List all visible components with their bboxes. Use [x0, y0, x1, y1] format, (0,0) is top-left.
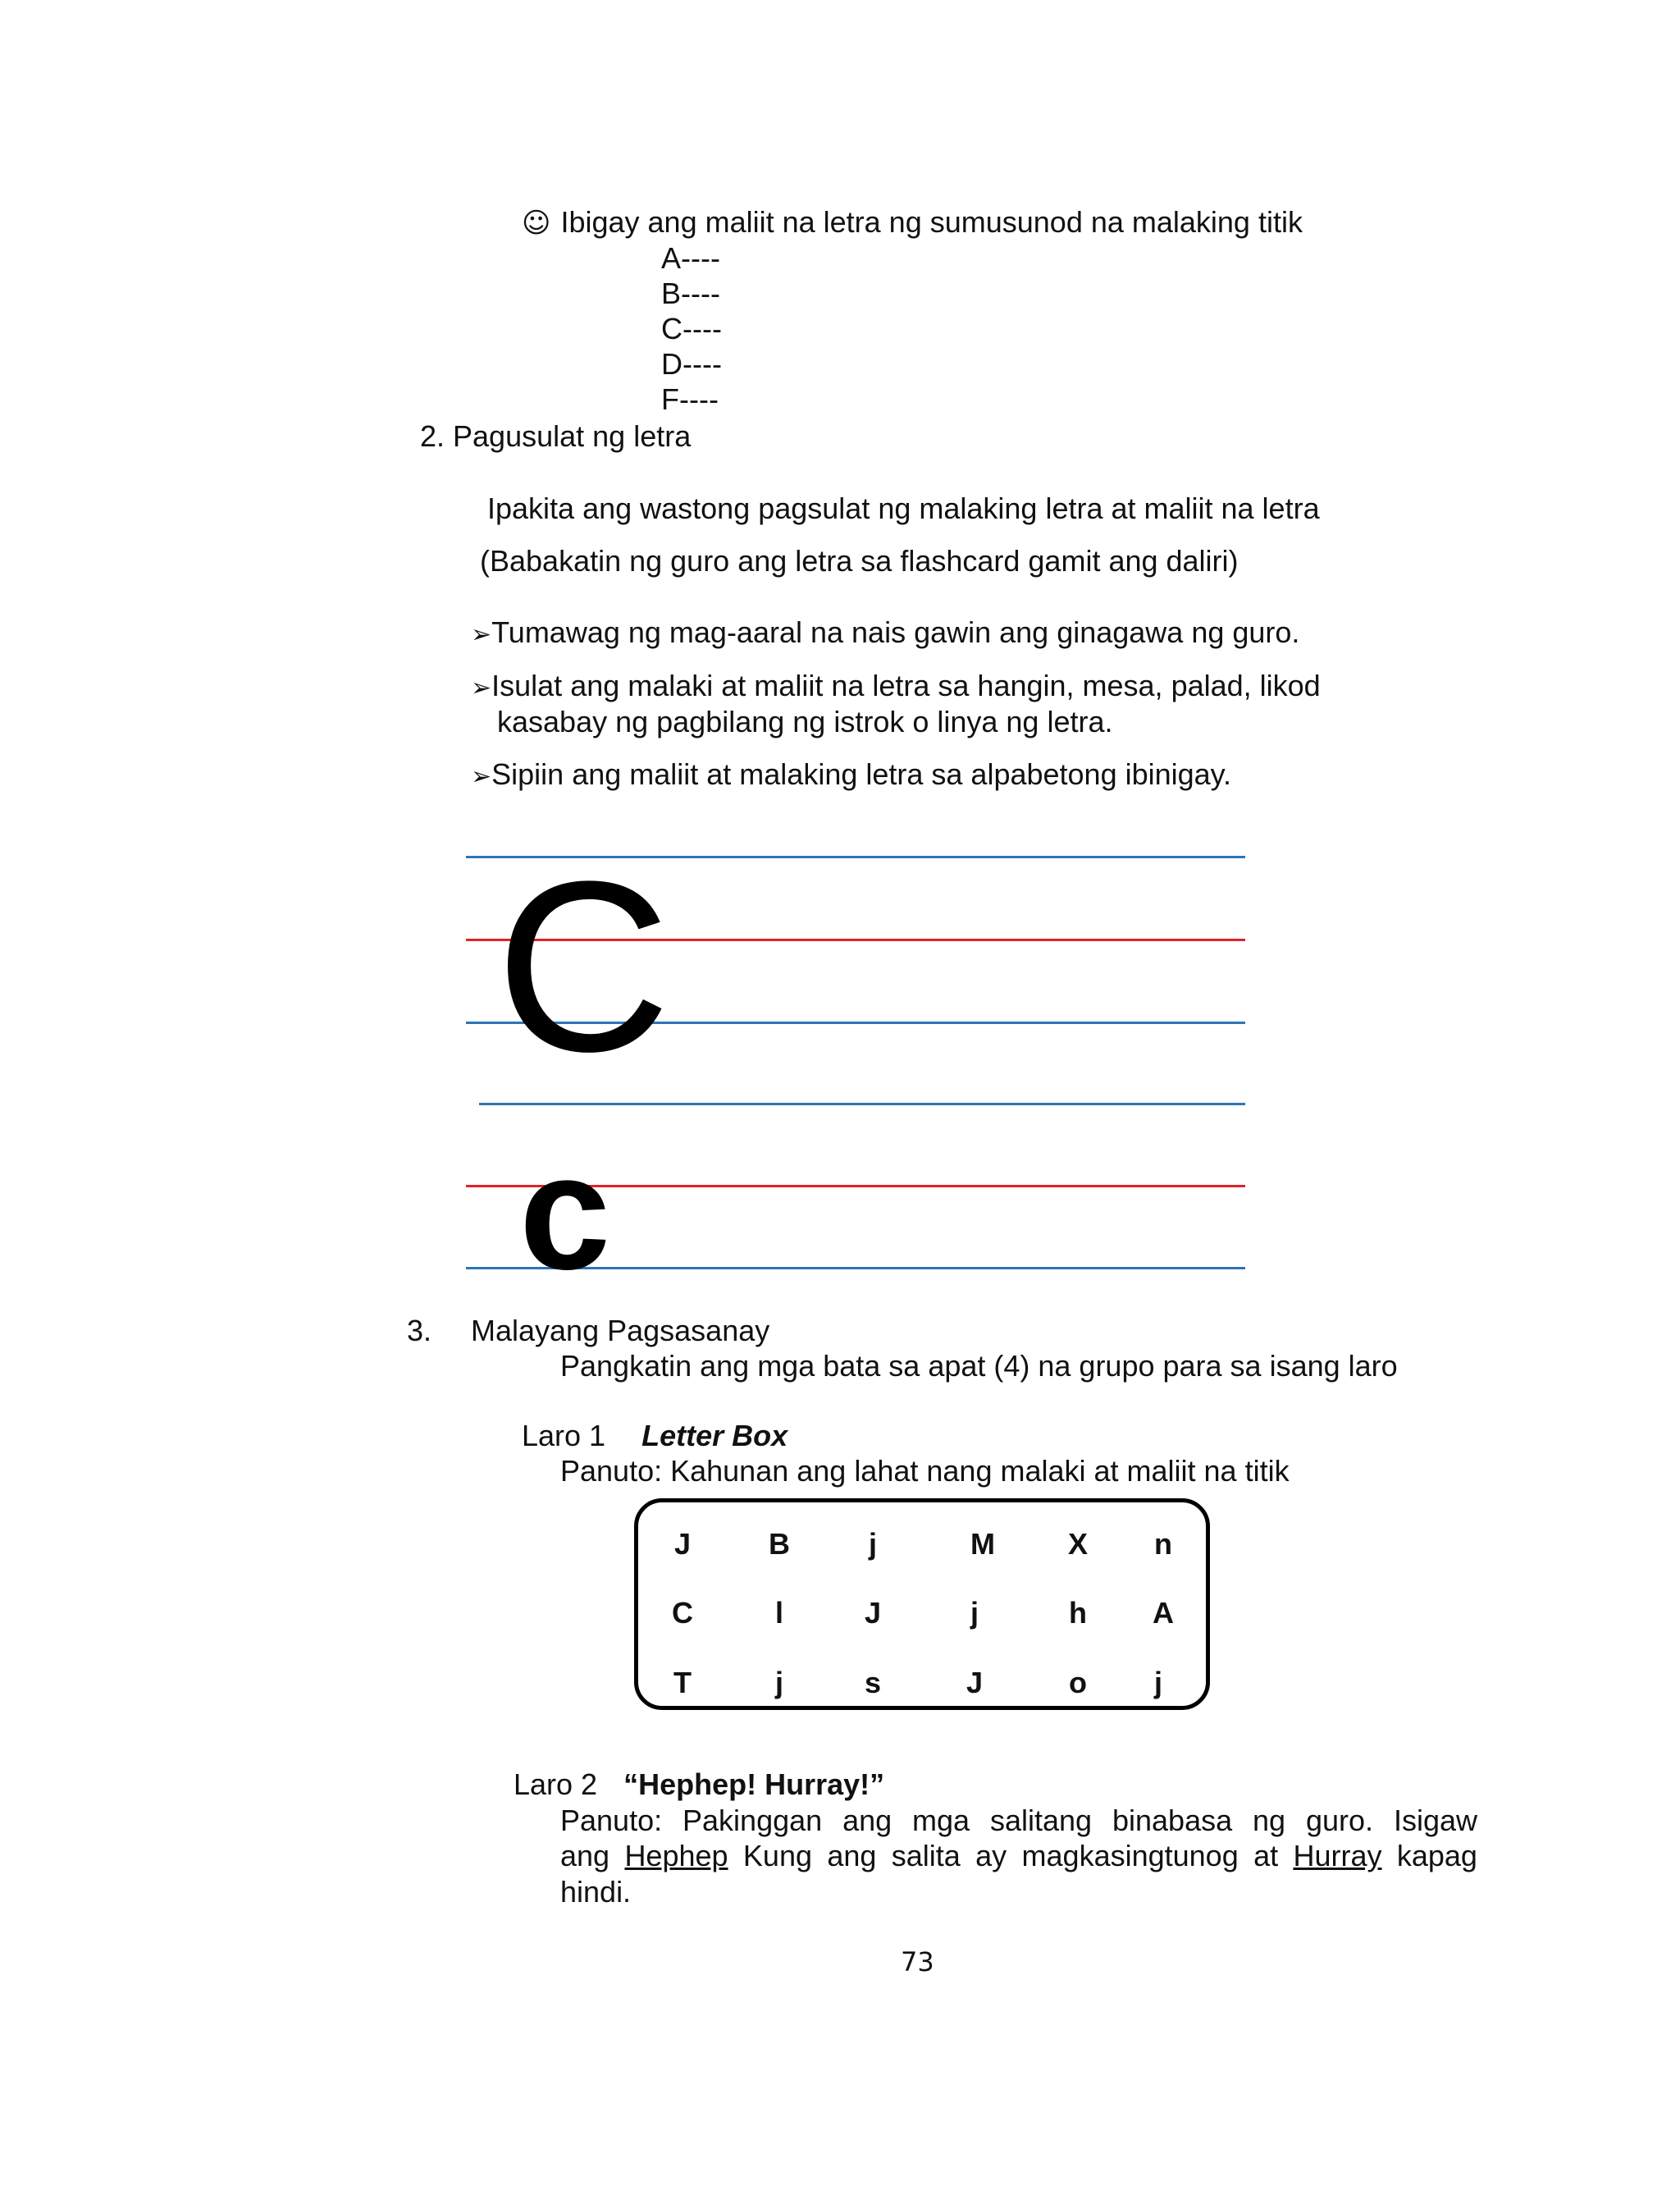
section2-line2: (Babakatin ng guro ang letra sa flashcard gamit ang daliri)	[480, 544, 1239, 578]
grid-letter: M	[970, 1527, 995, 1561]
bullet-text: Tumawag ng mag-aaral na nais gawin ang ginagawa ng guro.	[491, 615, 1300, 649]
grid-letter: J	[673, 1527, 692, 1561]
laro2-label-line	[514, 1767, 884, 1802]
hephep-word: Hephep	[624, 1839, 728, 1872]
laro2-line1: Panuto: Pakinggan ang mga salitang binabasa ng guro. Isigaw	[560, 1804, 1477, 1837]
grid-letter: j	[1153, 1666, 1162, 1699]
laro2-label: Laro 2	[514, 1767, 598, 1801]
bullet-text: Isulat ang malaki at maliit na letra sa hangin, mesa, palad, likod	[491, 669, 1321, 702]
page-number: 73	[901, 1946, 934, 1977]
laro2-line2-part-a: ang	[560, 1839, 610, 1872]
laro2-line3: hindi.	[560, 1875, 632, 1909]
grid-letter: j	[774, 1666, 783, 1699]
laro1-title: Letter Box	[641, 1419, 788, 1452]
bullet-continuation: kasabay ng pagbilang ng istrok o linya ng letra.	[497, 705, 1113, 738]
hurray-word: Hurray	[1293, 1839, 1382, 1872]
arrow-bullet-icon: ➢	[471, 674, 492, 702]
section2-line1: Ipakita ang wastong pagsulat ng malaking letra at maliit na letra	[487, 491, 1320, 525]
letter-item: B----	[661, 277, 720, 310]
laro2-line2-part-c: kapag	[1396, 1839, 1477, 1872]
laro1-label: Laro 1	[522, 1419, 606, 1452]
laro2-line2-part-b: Kung ang salita ay magkasingtunog at	[742, 1839, 1279, 1872]
grid-letter: h	[1069, 1596, 1087, 1630]
uppercase-c-letter: C	[495, 830, 671, 1102]
bullet-item	[471, 668, 1321, 703]
arrow-bullet-icon: ➢	[471, 762, 492, 791]
grid-letter: A	[1153, 1596, 1174, 1630]
letter-item: C----	[661, 312, 722, 345]
grid-letter: T	[673, 1666, 692, 1699]
section2-heading: 2. Pagusulat ng letra	[420, 419, 692, 453]
bullet-item	[471, 757, 1231, 792]
arrow-bullet-icon: ➢	[471, 620, 492, 649]
section3-heading: Malayang Pagsasanay	[471, 1314, 770, 1347]
laro2-line2	[560, 1838, 1477, 1873]
grid-letter: B	[769, 1527, 790, 1561]
laro2-title: “Hephep! Hurray!”	[623, 1767, 885, 1801]
letter-item: F----	[661, 382, 719, 416]
activity1-instruction-line	[522, 204, 1303, 240]
laro1-label-line	[522, 1418, 788, 1453]
bullet-item	[471, 615, 1299, 650]
grid-letter: s	[864, 1666, 882, 1699]
lowercase-c-letter: c	[519, 1121, 611, 1304]
letter-item: D----	[661, 347, 722, 381]
section3-number: 3.	[407, 1314, 432, 1347]
grid-letter: J	[864, 1596, 882, 1630]
grid-letter: j	[970, 1596, 979, 1630]
section3-subline: Pangkatin ang mga bata sa apat (4) na grupo para sa isang laro	[560, 1349, 1398, 1383]
smiley-icon: ☺	[522, 207, 551, 240]
grid-letter: l	[774, 1596, 783, 1630]
grid-letter: o	[1069, 1666, 1087, 1699]
grid-letter: J	[966, 1666, 984, 1699]
grid-letter: X	[1067, 1527, 1088, 1561]
laro1-instruction: Panuto: Kahunan ang lahat nang malaki at maliit na titik	[560, 1454, 1290, 1488]
bullet-text: Sipiin ang maliit at malaking letra sa alpabetong ibinigay.	[491, 757, 1232, 791]
letter-box	[634, 1498, 1210, 1710]
letter-item: A----	[661, 241, 720, 275]
grid-letter: C	[672, 1596, 693, 1630]
grid-letter: j	[868, 1527, 877, 1561]
grid-letter: n	[1154, 1527, 1172, 1561]
writing-line-top	[479, 1103, 1245, 1105]
activity1-instruction: Ibigay ang maliit na letra ng sumusunod na malaking titik	[560, 205, 1303, 239]
